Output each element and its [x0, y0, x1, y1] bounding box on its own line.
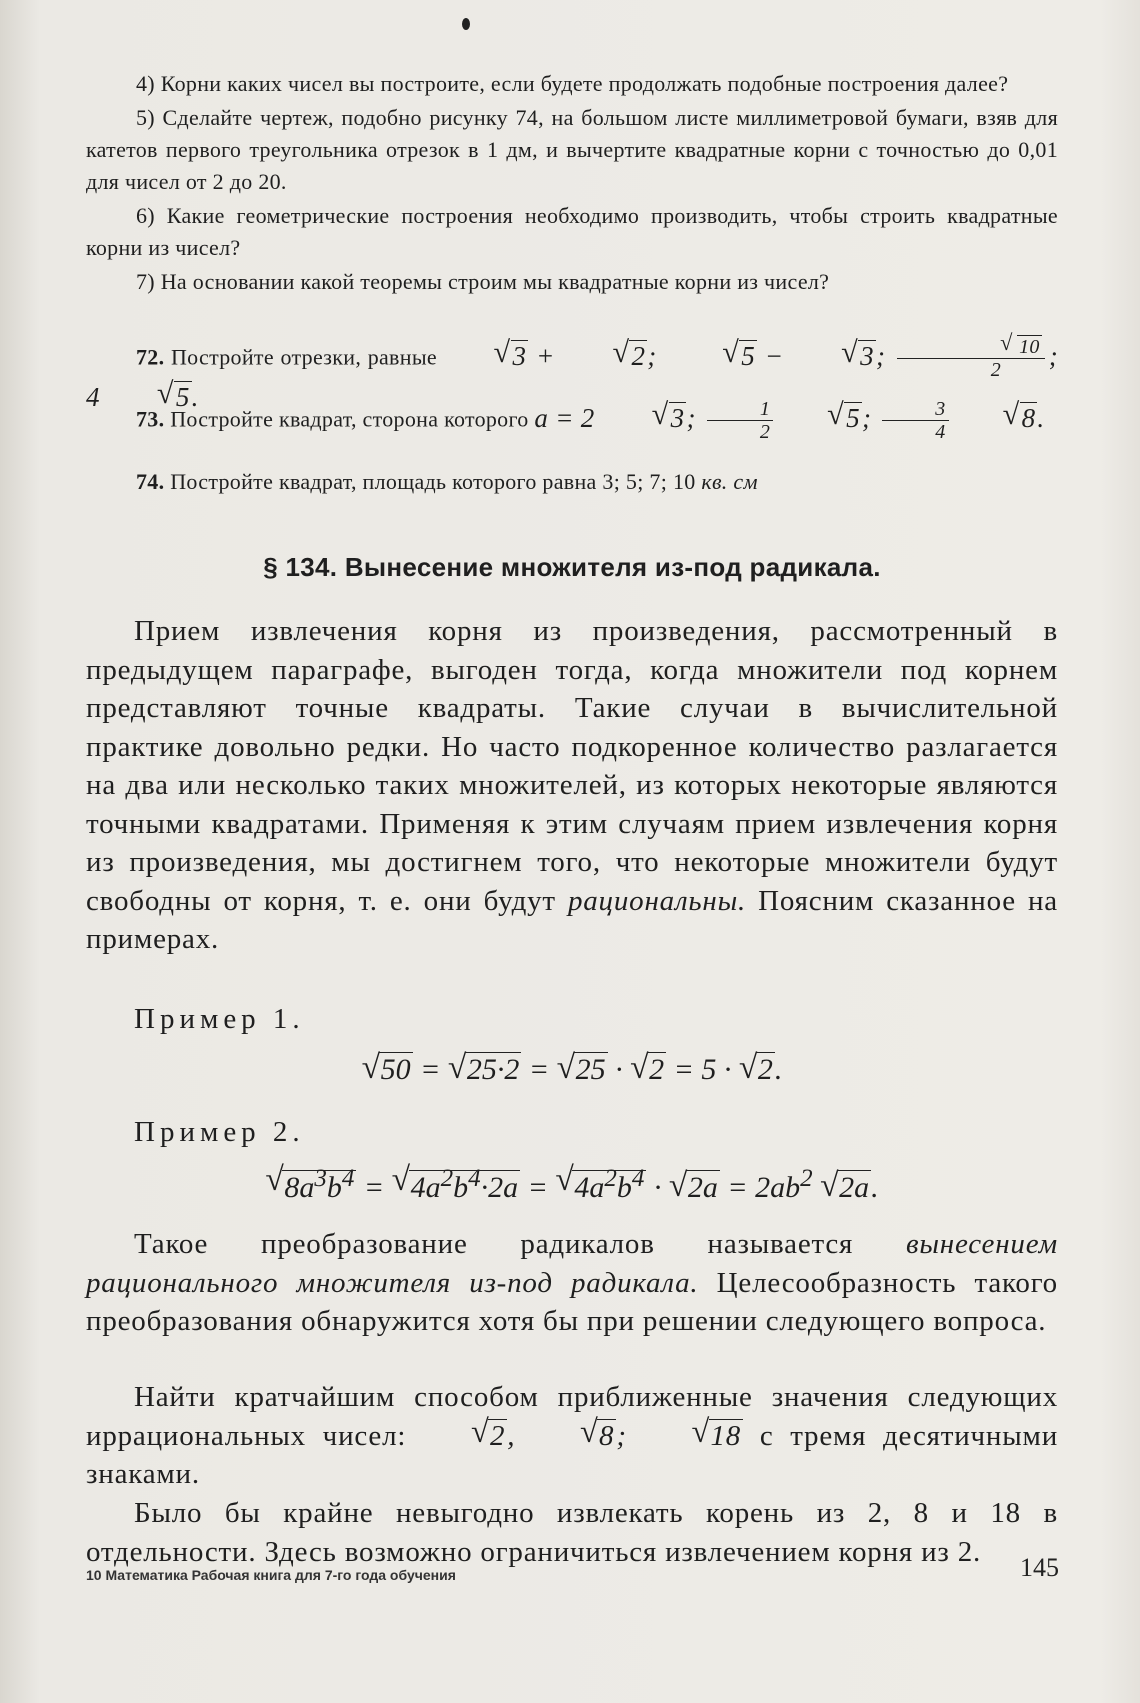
questions-block: [86, 68, 1058, 300]
paragraph-2: [86, 1225, 1058, 1341]
example-1: [86, 1000, 1058, 1039]
paragraph-1: [86, 612, 1058, 959]
question-7: 7) На основании какой теоремы строим мы квадратные корни из чисел?: [136, 269, 830, 294]
example-1-formula: √ 50 = √ 25·2 = √ 25 · √ 2 = 5 · √ 2.: [86, 1053, 1058, 1087]
paragraph-3: [86, 1378, 1058, 1494]
paragraph-1-text: Прием извлечения корня из произведения, рассмотренный в предыдущем параграфе, выгоден тогда, когда множители под корнем представляют точные квадраты. Такие случаи в вычислительной практике довольно редки. Но часто подкоренное количество разлагается на два или несколько таких множителей, из которых некоторые являются точными квадратами. Применяя к этим случаям прием извлечения корня из произведения, мы достигнем того, что некоторые множители будут свободны от корня, т. е. они будут: [86, 615, 1058, 917]
exercise-text: Постройте отрезки, равные: [170, 344, 437, 370]
paragraph-2-end: Целесообразность такого преобразования обнаружится хотя бы при решении следующего вопроса.: [86, 1266, 1058, 1337]
paragraph-4-text: Было бы крайне невыгодно извлекать корень из 2, 8 и 18 в отдельности. Здесь возможно ограничиться извлечением корня из 2.: [86, 1497, 1058, 1568]
exercise-text: Постройте квадрат, площадь которого равна 3; 5; 7; 10: [170, 469, 696, 494]
ink-spot: [462, 18, 470, 30]
page-number: 145: [1020, 1553, 1059, 1582]
exercise-73-formula: a = 2 √ 3; $\frac{1}{2}$ √ 5; $\frac{3}{4}$ √ 8.: [534, 403, 1044, 433]
paragraph-3-formula: √ 2, √ 8; √ 18: [423, 1420, 760, 1452]
paragraph-3-end: с тремя десятичными знаками.: [86, 1419, 1059, 1490]
paragraph-3-text: Найти кратчайшим способом приближенные значения следующих иррациональных чисел:: [86, 1381, 1058, 1452]
footer-signature: 10 Математика Рабочая книга для 7-го года обучения: [86, 1567, 456, 1583]
exercise-text: Постройте квадрат, сторона которого: [170, 406, 529, 432]
paragraph-1-end: Поясним сказанное на примерах.: [86, 884, 1058, 955]
section-title: § 134. Вынесение множителя из-под радикала.: [263, 552, 881, 582]
paragraph-2-italic: вынесением рационального множителя из-под радикала.: [86, 1228, 1058, 1299]
paragraph-4: [86, 1494, 1058, 1571]
example-2-formula: √ $8a^3b^4$ = √ $4a^2b^4\cdot 2a$ = √ $4a^2b^4$ · √ $2a = 2ab^2$ √ 2a.: [86, 1165, 1058, 1205]
exercise-73: [86, 398, 1058, 443]
exercise-number: 73.: [136, 406, 165, 432]
question-6: 6) Какие геометрические построения необходимо производить, чтобы строить квадратные корни из чисел?: [86, 203, 1058, 260]
exercise-74: [86, 466, 1058, 498]
example-1-label: Пример 1.: [134, 1003, 305, 1035]
exercise-unit: кв. см: [701, 469, 758, 494]
paragraph-2-text: Такое преобразование радикалов называется: [134, 1228, 854, 1260]
paragraph-1-italic: рациональны.: [567, 884, 747, 917]
exercise-number: 72.: [136, 344, 165, 370]
example-2-label: Пример 2.: [134, 1116, 305, 1148]
question-5: 5) Сделайте чертеж, подобно рисунку 74, на большом листе миллиметровой бумаги, взяв для катетов первого треугольника отрезок в 1 дм, и вычертите квадратные корни с точностью до 0,01 для чисел от 2 до 20.: [86, 105, 1058, 194]
question-4: 4) Корни каких чисел вы построите, если будете продолжать подобные построения далее?: [136, 71, 1009, 96]
example-2: [86, 1113, 1058, 1152]
exercise-number: 74.: [136, 469, 165, 494]
exercise-72-formula: √ 3 + √ 2; √ 5 − √ 3; √ $\frac{10}{2}$ ; 4 √ 5.: [86, 341, 1058, 412]
